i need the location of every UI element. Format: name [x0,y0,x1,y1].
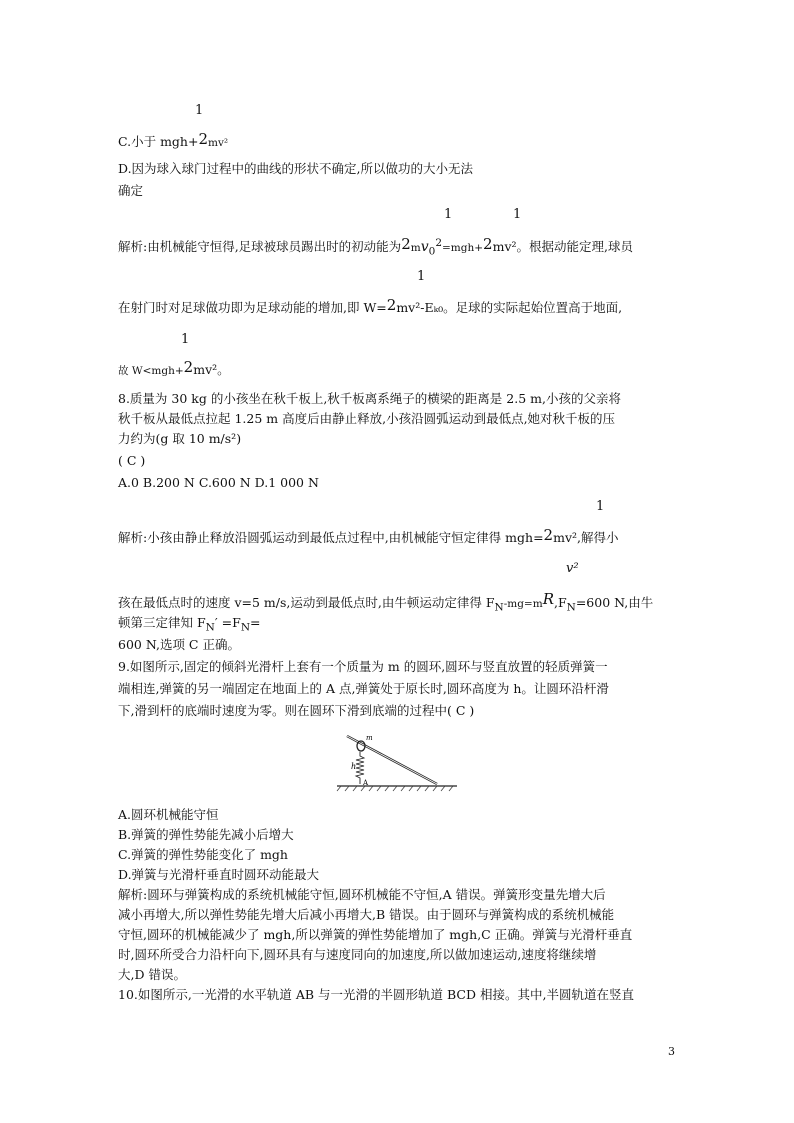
label-h: h [351,762,357,771]
fraction-numerator: 1 [444,207,453,222]
analysis-text: mv²。 [193,362,230,377]
analysis-text: 解析:小孩由静止释放沿圆弧运动到最低点过程中,由机械能守恒定律得 mgh= [118,530,544,545]
q7-option-d-line2: 确定 [118,183,144,198]
fraction-denominator: 2 [198,130,209,148]
velocity-symbol: v [420,239,429,256]
velocity-exponent: 2 [435,237,442,249]
fraction-numerator: 1 [513,207,522,222]
q8-stem-line1: 8.质量为 30 kg 的小孩坐在秋千板上,秋千板离系绳子的横梁的距离是 2.5 m,小孩的父亲将 [118,391,621,406]
analysis-text: mv²-Eₖ₀。足球的实际起始位置高于地面, [396,300,623,315]
fraction-denominator: 2 [543,526,554,544]
q8-analysis-line1 [118,526,619,547]
q9-stem-line1: 9.如图所示,固定的倾斜光滑杆上套有一个质量为 m 的圆环,圆环与竖直放置的轻质弹簧一 [118,659,608,674]
option-c-tail: mv² [208,137,229,149]
fraction-numerator: 1 [195,103,204,118]
normal-force-subscript: N [240,621,250,634]
q7-analysis-line3 [118,358,230,380]
analysis-text: =600 N,由牛 [575,595,654,610]
option-c-expr: mgh+ [160,134,199,149]
fraction-denominator: 2 [386,296,397,314]
normal-force-subscript: N [566,601,576,614]
fraction-numerator: 1 [596,499,605,514]
analysis-expr: ,F [553,595,567,610]
fraction-denominator: 2 [401,235,411,254]
q9-option-a: A.圆环机械能守恒 [118,807,219,822]
q9-analysis-line2: 减小再增大,所以弹性势能先增大后减小再增大,B 错误。由于圆环与弹簧构成的系统机械能 [118,907,615,922]
normal-force-subscript: N [494,601,504,614]
analysis-expr: ′ =F [214,615,241,630]
q9-analysis-line3: 守恒,圆环的机械能减少了 mgh,所以弹簧的弹性势能增加了 mgh,C 正确。弹簧与光滑杆垂直 [118,927,633,942]
analysis-text: 解析:由机械能守恒得,足球被球员踢出时的初动能为 [118,239,402,255]
fraction-denominator: 2 [183,358,194,376]
analysis-text: 孩在最低点时的速度 v=5 m/s,运动到最低点时,由牛顿运动定律得 F [118,595,495,610]
q9-stem-line3: 下,滑到杆的底端时速度为零。则在圆环下滑到底端的过程中( C ) [118,703,475,718]
analysis-text: mv²,解得小 [553,530,619,545]
q9-analysis-line4: 时,圆环所受合力沿杆向下,圆环具有与速度同向的加速度,所以做加速运动,速度将继续增 [118,947,597,962]
fraction-numerator: 1 [417,269,426,284]
q9-analysis-line1: 解析:圆环与弹簧构成的系统机械能守恒,圆环机械能不守恒,A 错误。弹簧形变量先增大后 [118,887,606,902]
q7-option-d-line1: D.因为球入球门过程中的曲线的形状不确定,所以做功的大小无法 [118,161,474,176]
analysis-text: mv²。根据动能定理,球员 [492,239,633,255]
q8-answer: ( C ) [118,453,146,468]
mass-symbol: m [410,242,421,255]
q7-option-c [118,130,228,152]
q8-analysis-line3 [118,614,260,637]
q7-analysis-line2 [118,296,622,317]
q8-analysis-line4: 600 N,选项 C 正确。 [118,637,240,652]
label-m: m [366,734,373,742]
q8-stem-line2: 秋千板从最低点拉起 1.25 m 高度后由静止释放,小孩沿圆弧运动到最低点,她对秋千板的压 [118,411,616,426]
analysis-expr: = [250,615,261,630]
q9-option-b: B.弹簧的弹性势能先减小后增大 [118,827,294,842]
q9-option-d: D.弹簧与光滑杆垂直时圆环动能最大 [118,867,320,882]
label-a: A [363,779,369,787]
velocity-subscript: 0 [428,245,436,258]
q8-analysis-line2 [118,590,653,617]
fraction-numerator: v² [566,561,579,576]
normal-force-subscript: N [205,621,215,634]
q10-stem-line1: 10.如图所示,一光滑的水平轨道 AB 与一光滑的半圆形轨道 BCD 相接。其中,半圆轨道在竖直 [118,987,634,1002]
option-c-prefix: C.小于 [118,134,161,149]
page-number: 3 [668,1045,675,1058]
q7-analysis-line1 [118,234,633,261]
q8-options: A.0 B.200 N C.600 N D.1 000 N [118,475,319,490]
q9-option-c: C.弹簧的弹性势能变化了 mgh [118,847,288,862]
analysis-text: 在射门时对足球做功即为足球动能的增加,即 W= [118,300,387,315]
fraction-numerator: 1 [181,332,190,347]
q9-stem-line2: 端相连,弹簧的另一端固定在地面上的 A 点,弹簧处于原长时,圆环高度为 h。让圆环沿杆滑 [118,681,609,696]
analysis-expr: =mgh+ [442,242,484,255]
q9-figure [333,728,463,798]
analysis-expr: -mg=m [503,598,543,610]
q8-stem-line3: 力约为(g 取 10 m/s²) [118,431,242,446]
fraction-denominator: 2 [483,235,493,254]
fraction-denominator: R [542,590,554,608]
q9-analysis-line5: 大,D 错误。 [118,967,186,982]
analysis-text: 顿第三定律知 F [118,615,206,630]
ground-hatching [337,786,453,791]
analysis-expr: 故 W<mgh+ [118,365,184,377]
